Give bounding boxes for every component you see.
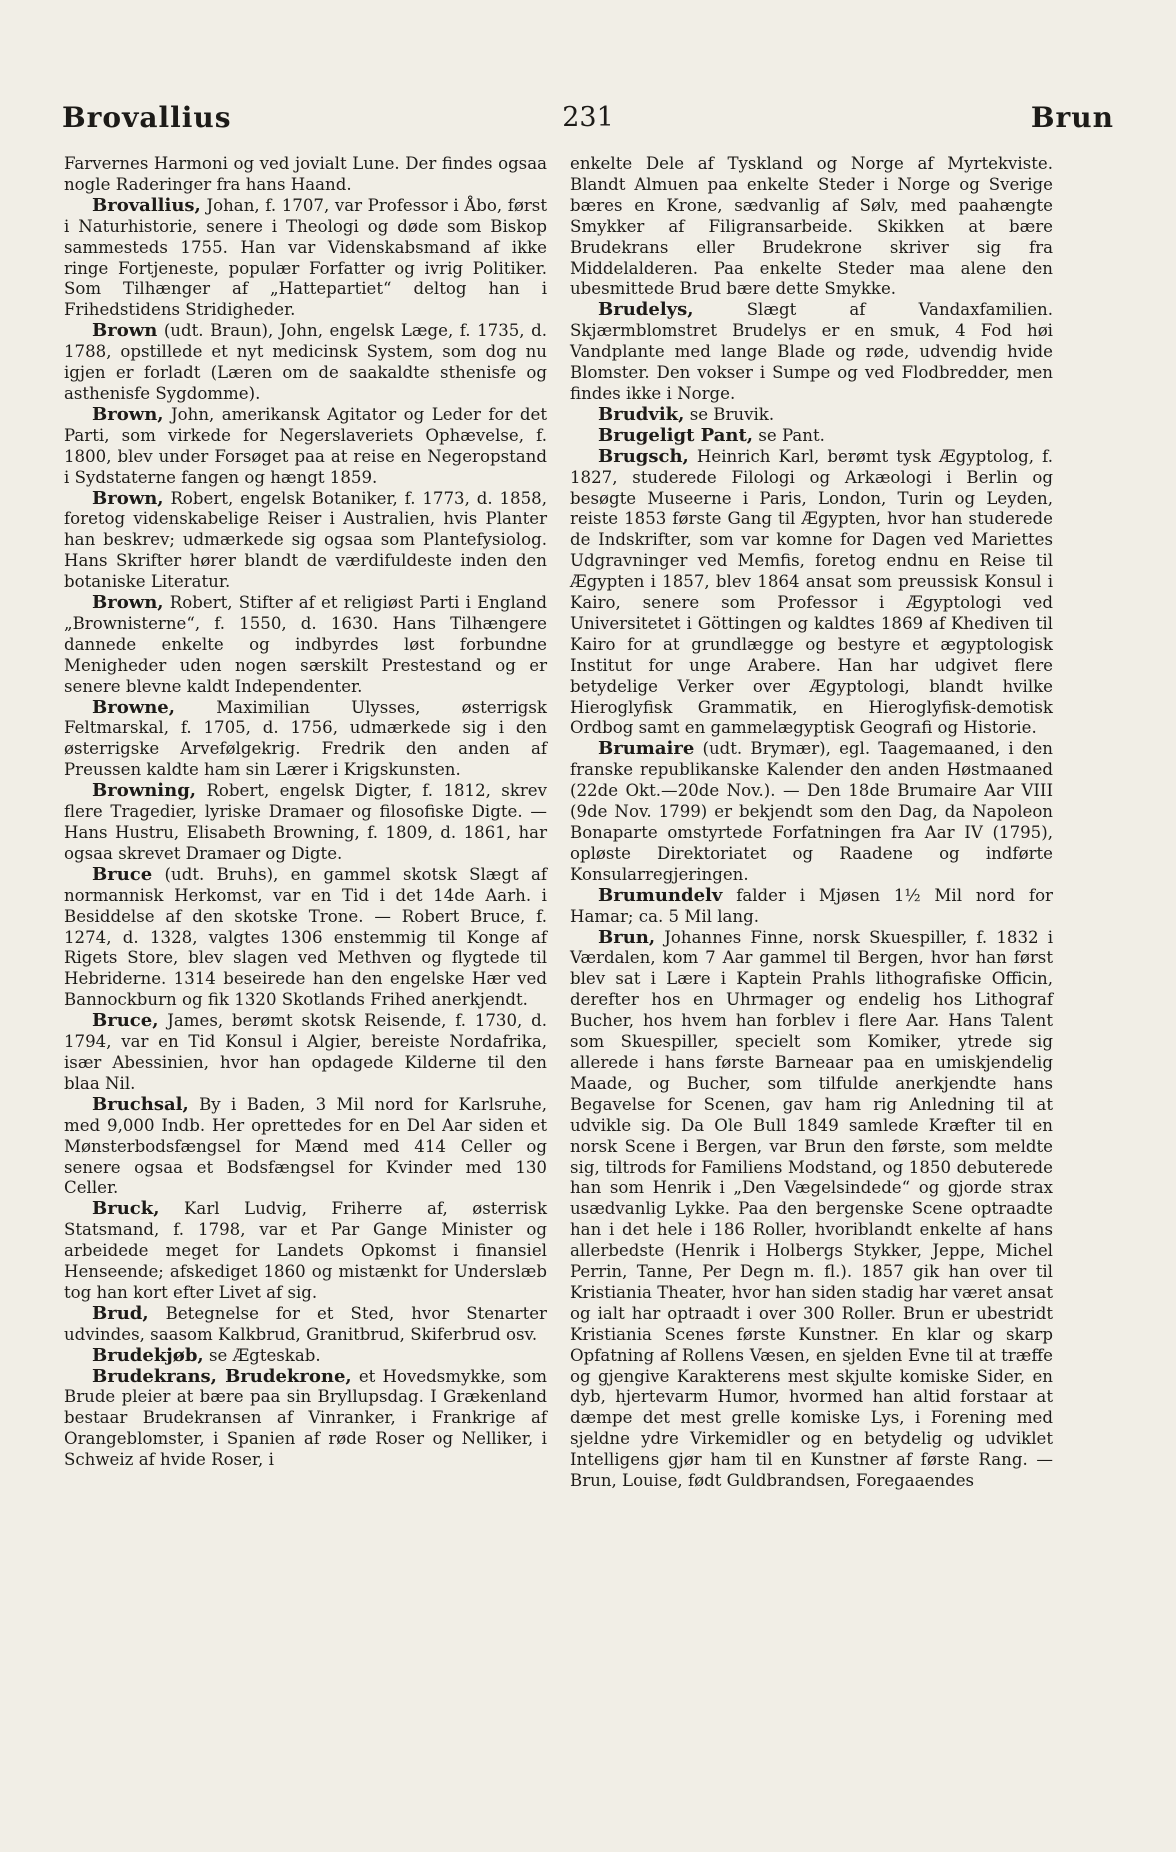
entry-text: enkelte Dele af Tyskland og Norge af Myrtekviste. Blandt Almuen paa enkelte Steder i Norge og Sverige bæres en Krone, sædvanlig af Sølv, med paahængte Smykker af Filigransarbeide. Skikken at bære Brudekrans eller Brudekrone skriver sig fra Middelalderen. Paa enkelte Steder maa alene den ubesmittede Brud bære dette Smykke. [570, 154, 1053, 299]
entry-text: (udt. Brymær), egl. Taagemaaned, i den franske republikanske Kalender den anden Høstmaaned (22de Okt.—20de Nov.). — Den 18de Brumaire Aar VIII (9de Nov. 1799) er bekjendt som den Dag, da Napoleon Bonaparte omstyrtede Forfatningen fra Aar IV (1795), opløste Direktoriatet og Raadene og indførte Konsularregjeringen. [570, 739, 1053, 884]
page-number: 231 [562, 101, 614, 133]
entry-headword: Brudekjøb, [92, 1344, 204, 1366]
dictionary-entry [570, 928, 1053, 1492]
entry-text: Farvernes Harmoni og ved jovialt Lune. Der findes ogsaa nogle Raderinger fra hans Haand. [64, 154, 547, 194]
right-column [570, 154, 1053, 1492]
dictionary-entry [64, 321, 547, 405]
right-running-headword: Brun [1030, 100, 1114, 134]
entry-headword: Brudekrans, Brudekrone, [92, 1365, 352, 1387]
entry-headword: Brun, [598, 926, 656, 948]
dictionary-entry [64, 1199, 547, 1304]
dictionary-entry [64, 593, 547, 698]
entry-headword: Brown, [92, 403, 164, 425]
entry-text: Heinrich Karl, berømt tysk Ægyptolog, f. 1827, studerede Filologi og Arkæologi i Berlin og besøgte Museerne i Paris, London, Turin og Leyden, reiste 1853 første Gang til Ægypten, hvor han studerede de Indskrifter, som var komne for Dagen ved Mariettes Udgravninger ved Memfis, foretog endnu en Reise til Ægypten i 1857, blev 1864 ansat som preussisk Konsul i Kairo, senere som Professor i Ægyptologi ved Universitetet i Göttingen og kaldtes 1869 af Khediven til Kairo for at grundlægge og bestyre et ægyptologisk Institut for unge Arabere. Han har udgivet flere betydelige Verker over Ægyptologi, blandt hvilke Hieroglyfisk Grammatik, en Hieroglyfisk-demotisk Ordbog samt en gammelægyptisk Geografi og Historie. [570, 446, 1053, 738]
dictionary-entry [64, 1367, 547, 1472]
dictionary-entry [64, 1304, 547, 1346]
dictionary-entry [570, 405, 1053, 426]
dictionary-entry [64, 1346, 547, 1367]
entry-text: Maximilian Ulysses, østerrigsk Feltmarskal, f. 1705, d. 1756, udmærkede sig i den østerrigske Arvefølgekrig. Fredrik den anden af Preussen kaldte ham sin Lærer i Krigskunsten. [64, 697, 547, 780]
dictionary-entry [64, 489, 547, 594]
entry-text: se Pant. [758, 425, 825, 445]
entry-headword: Brudvik, [598, 403, 685, 425]
dictionary-entry [64, 1095, 547, 1200]
entry-headword: Bruchsal, [92, 1093, 189, 1115]
entry-text: (udt. Braun), John, engelsk Læge, f. 1735, d. 1788, opstillede et nyt medicinsk System, som dog nu igjen er forladt (Læren om de saakaldte sthenisfe og asthenisfe Sygdomme). [64, 321, 547, 403]
dictionary-entry [570, 447, 1053, 740]
entry-headword: Brudelys, [598, 299, 694, 321]
dictionary-entry [64, 196, 547, 321]
entry-headword: Bruce, [92, 1010, 159, 1032]
entry-headword: Brown, [92, 487, 164, 509]
entry-text: (udt. Bruhs), en gammel skotsk Slægt af normannisk Herkomst, var en Tid i det 14de Aarh. i Besiddelse af den skotske Trone. — Robert Bruce, f. 1274, d. 1328, valgtes 1306 enstemmig til Konge af Rigets Store, blev slagen ved Methven og flygtede til Hebriderne. 1314 beseirede han den engelske Hær ved Bannockburn og fik 1320 Skotlands Frihed anerkjendt. [64, 864, 547, 1010]
dictionary-entry [570, 426, 1053, 447]
entry-text: By i Baden, 3 Mil nord for Karlsruhe, med 9,000 Indb. Her oprettedes for en Del Aar siden et Mønsterbodsfængsel for Mænd med 414 Celler og senere ogsaa et Bodsfængsel for Kvinder med 130 Celler. [64, 1094, 547, 1198]
entry-text: Johannes Finne, norsk Skuespiller, f. 1832 i Værdalen, kom 7 Aar gammel til Bergen, hvor han først blev sat i Lære i Kaptein Prahls lithografiske Officin, derefter hos en Uhrmager og endelig hos Lithograf Bucher, hos hvem han forblev i flere Aar. Hans Talent som Skuespiller, specielt som Komiker, ytrede sig allerede i hans første Barneaar paa en umiskjendelig Maade, og Bucher, som tilfulde anerkjendte hans Begavelse for Scenen, gav ham rig Anledning til at udvikle sig. Da Ole Bull 1849 samlede Kræfter til en norsk Scene i Bergen, var Brun den første, som meldte sig, tiltrods for Familiens Modstand, og 1850 debuterede han som Henrik i „Den Vægelsindede“ og gjorde strax usædvanlig Lykke. Paa den bergenske Scene optraadte han i det hele i 186 Roller, hvoriblandt enkelte af hans allerbedste (Henrik i Holbergs Stykker, Jeppe, Michel Perrin, Tanne, Per Degn m. fl.). 1857 gik han over til Kristiania Theater, hvor han siden stadig har været ansat og ialt har optraadt i over 300 Roller. Brun er ubestridt Kristiania Scenes første Kunstner. En klar og skarp Opfatning af Rollens Væsen, en sjelden Evne til at træffe og gjengive Karakterens mest skjulte komiske Sider, en dyb, hjertevarm Humor, hvormed han altid forstaar at dæmpe det mest grelle komiske Lys, i Forening med sjeldne ydre Virkemidler og en betydelig og udviklet Intelligens gjør ham til en Kunstner af første Rang. — Brun, Louise, født Guldbrandsen, Foregaaendes [570, 927, 1054, 1491]
page-header [62, 94, 1114, 140]
entry-headword: Bruce [92, 863, 153, 885]
entry-headword: Brud, [92, 1302, 149, 1324]
dictionary-entry [64, 698, 547, 782]
dictionary-entry [570, 886, 1053, 928]
entry-headword: Brown, [92, 592, 164, 614]
entry-text: Betegnelse for et Sted, hvor Stenarter udvindes, saasom Kalkbrud, Granitbrud, Skiferbrud osv. [64, 1303, 547, 1344]
entry-text: Robert, engelsk Botaniker, f. 1773, d. 1858, foretog videnskabelige Reiser i Australien, hvis Planter han beskrev; udmærkede sig ogsaa som Plantefysiolog. Hans Skrifter hører blandt de værdifuldeste inden den botaniske Literatur. [64, 488, 547, 592]
entry-text: se Ægteskab. [208, 1345, 321, 1365]
entry-headword: Brugsch, [598, 445, 689, 467]
entry-headword: Brovallius, [92, 194, 201, 216]
entry-text: se Bruvik. [689, 404, 775, 424]
dictionary-entry [570, 300, 1053, 405]
entry-text: falder i Mjøsen 1½ Mil nord for Hamar; ca. 5 Mil lang. [570, 885, 1053, 926]
dictionary-entry [64, 865, 547, 1011]
dictionary-entry [570, 739, 1053, 885]
entry-text: James, berømt skotsk Reisende, f. 1730, d. 1794, var en Tid Konsul i Algier, bereiste Nordafrika, især Abessinien, hvor han opdagede Kilderne til den blaa Nil. [64, 1011, 547, 1093]
dictionary-entry [64, 405, 547, 489]
dictionary-entry [64, 1011, 547, 1095]
entry-headword: Browning, [92, 780, 197, 802]
entry-headword: Bruck, [92, 1198, 160, 1220]
entry-text: Karl Ludvig, Friherre af, østerrisk Statsmand, f. 1798, var et Par Gange Minister og arbeidede meget for Landets Opkomst i finansiel Henseende; afskediget 1860 og mistænkt for Underslæb tog han kort efter Livet af sig. [64, 1199, 548, 1302]
entry-text: Robert, Stifter af et religiøst Parti i England „Brownisterne“, f. 1550, d. 1630. Hans Tilhængere dannede enkelte og indbyrdes løst forbundne Menigheder uden nogen særskilt Prestestand og er senere blevne kaldt Independenter. [64, 593, 547, 696]
entry-headword: Browne, [92, 696, 176, 718]
dictionary-entry [64, 781, 547, 865]
entry-headword: Brugeligt Pant, [598, 424, 754, 446]
entry-headword: Brumaire [598, 738, 695, 760]
left-column [64, 154, 547, 1471]
entry-text: Johan, f. 1707, var Professor i Åbo, først i Naturhistorie, senere i Theologi og døde som Biskop sammesteds 1755. Han var Videnskabsmand af ikke ringe Fortjeneste, populær Forfatter og ivrig Politiker. Som Tilhænger af „Hattepartiet“ deltog han i Frihedstidens Stridigheder. [64, 195, 547, 320]
left-running-headword: Brovallius [62, 100, 232, 134]
entry-continuation [64, 154, 547, 196]
entry-headword: Brumundelv [598, 884, 723, 906]
entry-text: Robert, engelsk Digter, f. 1812, skrev flere Tragedier, lyriske Dramaer og filosofiske Digte. — Hans Hustru, Elisabeth Browning, f. 1809, d. 1861, har ogsaa skrevet Dramaer og Digte. [64, 781, 548, 863]
entry-headword: Brown [92, 320, 158, 342]
entry-text: Slægt af Vandaxfamilien. Skjærmblomstret Brudelys er en smuk, 4 Fod høi Vandplante med lange Blade og røde, udvendig hvide Blomster. Den vokser i Sumpe og ved Flodbredder, men findes ikke i Norge. [570, 300, 1053, 403]
entry-text: John, amerikansk Agitator og Leder for det Parti, som virkede for Negerslaveriets Ophævelse, f. 1800, blev under Forsøget paa at reise en Negeropstand i Sydstaterne fangen og hængt 1859. [64, 404, 548, 487]
entry-text: et Hovedsmykke, som Brude pleier at bære paa sin Bryllupsdag. I Grækenland bestaar Brudekransen af Vinranker, i Frankrige af Orangeblomster, i Spanien af røde Roser og Nelliker, i Schweiz af hvide Roser, i [64, 1366, 547, 1470]
entry-continuation [570, 154, 1053, 300]
